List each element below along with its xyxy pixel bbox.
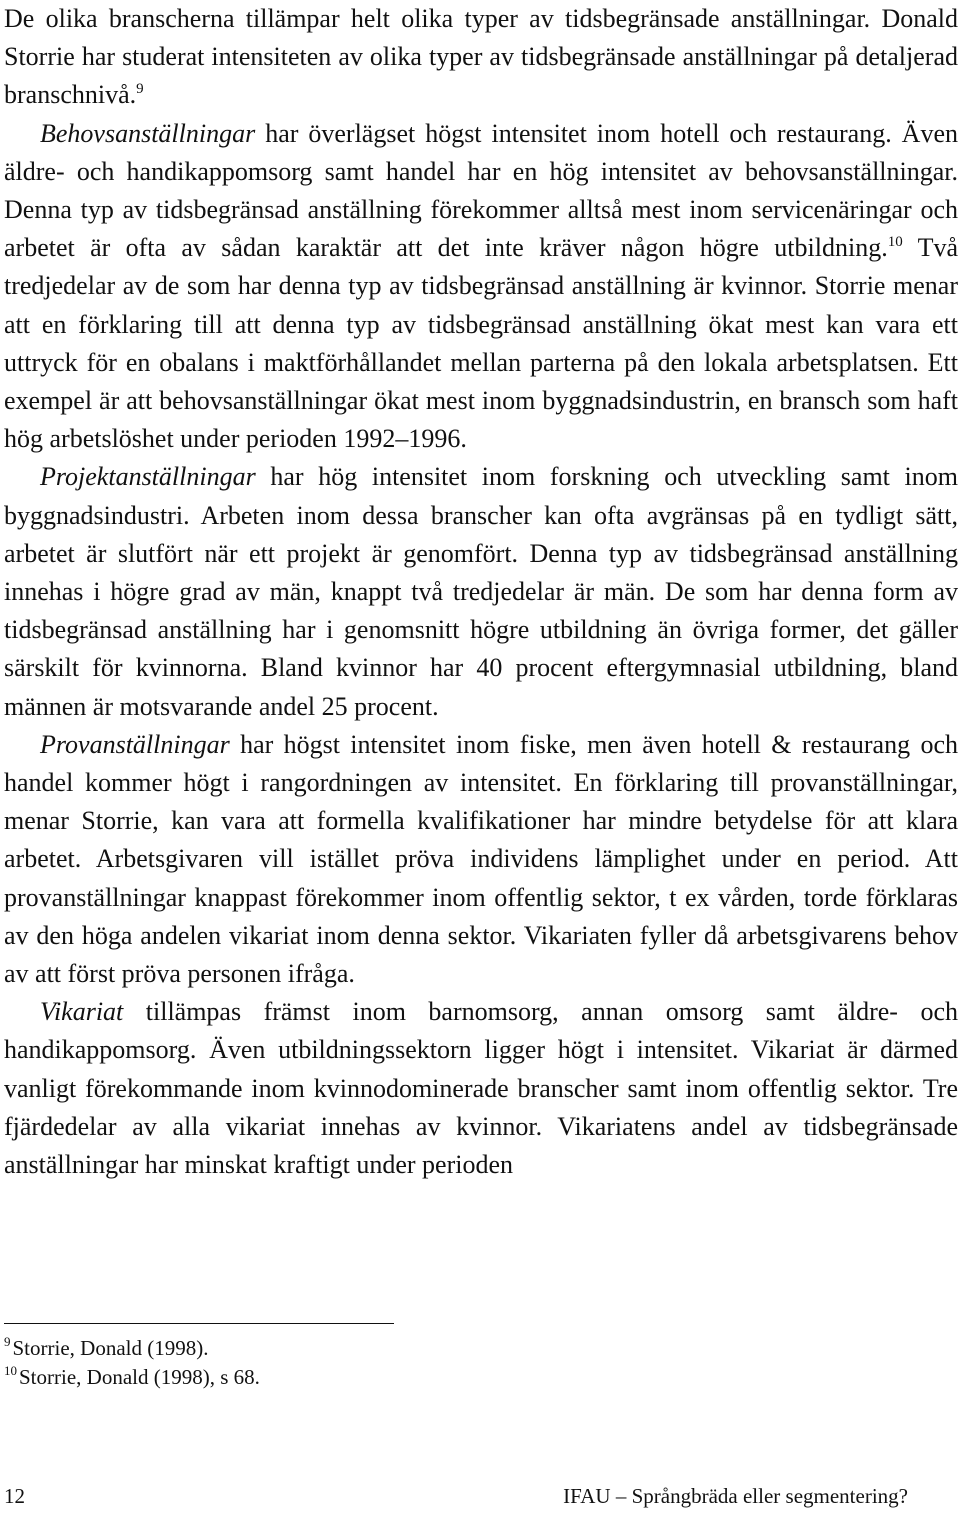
footnote-reference[interactable]: 9 [136,81,144,98]
term-heading: Vikariat [40,997,124,1027]
page-number: 12 [4,1484,25,1508]
paragraph-behovsanstallningar [4,115,958,459]
footnotes [4,1334,704,1392]
paragraph-text: De olika branscherna tillämpar helt olika typer av tidsbegränsade anställningar. Donald Storrie har studerat intensiteten av olika typer av tidsbegränsade anställningar på detaljerad branschnivå. [4,4,958,110]
paragraph-text: har högst intensitet inom fiske, men även hotell & restaurang och handel kommer högt i rangordningen av intensitet. En förklaring till provanställningar, menar Storrie, kan vara att formella kvalifikationer har mindre betydelse för att klara arbetet. Arbetsgivaren vill istället pröva individens lämplighet under en period. Att provanställningar knappast förekommer inom offentlig sektor, t ex vården, torde förklaras av den höga andelen vikariat inom denna sektor. Vikariaten fyller då arbetsgivarens behov av att först pröva personen ifråga. [4,729,958,989]
footnote-divider [4,1323,394,1324]
term-heading: Behovsanställningar [40,118,256,148]
footnote-number: 9 [4,1334,11,1349]
paragraph-text: har överlägset högst intensitet inom hotell och restaurang. Även äldre- och handikappomsorg samt handel har en hög intensitet av behovsanställningar. Denna typ av tidsbegränsad anställning förekommer alltså mest inom servicenäringar och arbetet är ofta av sådan karaktär att det inte kräver någon högre utbildning. [4,118,958,263]
paragraph-text: har hög intensitet inom forskning och utveckling samt inom byggnadsindustri. Arbeten inom dessa branscher kan ofta avgränsas på en tydligt sätt, arbetet är slutfört när ett projekt är genomfört. Denna typ av tidsbegränsad anställning innehas i högre grad av män, knappt två tredjedelar är män. De som har denna form av tidsbegränsad anställning har i genomsnitt högre utbildning än övriga former, det gäller särskilt för kvinnorna. Bland kvinnor har 40 procent eftergymnasial utbildning, bland männen är motsvarande andel 25 procent. [4,462,958,721]
body-text [4,0,958,1184]
term-heading: Provanställningar [40,729,230,759]
paragraph-intro [4,0,958,115]
paragraph-vikariat [4,993,958,1184]
paragraph-text: Två tredjedelar av de som har denna typ av tidsbegränsad anställning är kvinnor. Storrie menar att en förklaring till att denna typ av tidsbegränsad anställning ökat mest kan vara ett uttryck för en obalans i maktförhållandet mellan parterna på den lokala arbetsplatsen. Ett exempel är att behovsanställningar ökat mest inom byggnadsindustrin, en bransch som haft hög arbetslöshet under perioden 1992–1996. [4,233,959,454]
term-heading: Projektanställningar [40,462,256,492]
paragraph-provanstallningar [4,726,958,993]
paragraph-projektanstallningar [4,458,958,725]
footnote-number: 10 [4,1363,17,1378]
running-title: IFAU – Språngbräda eller segmentering? [563,1484,908,1508]
footnote-text: Storrie, Donald (1998), s 68. [19,1365,260,1389]
footnote-reference[interactable]: 10 [887,234,903,251]
footnote-text: Storrie, Donald (1998). [12,1336,209,1360]
footnote-item [4,1363,704,1392]
paragraph-text: tillämpas främst inom barnomsorg, annan omsorg samt äldre- och handikappomsorg. Även utbildningssektorn ligger högt i intensitet. Vikariat är därmed vanligt förekommande inom kvinnodominerade branscher samt inom offentlig sektor. Tre fjärdedelar av alla vikariat innehas av kvinnor. Vikariatens andel av tidsbegränsade anställningar har minskat kraftigt under perioden [4,997,958,1180]
footnote-item [4,1334,704,1363]
